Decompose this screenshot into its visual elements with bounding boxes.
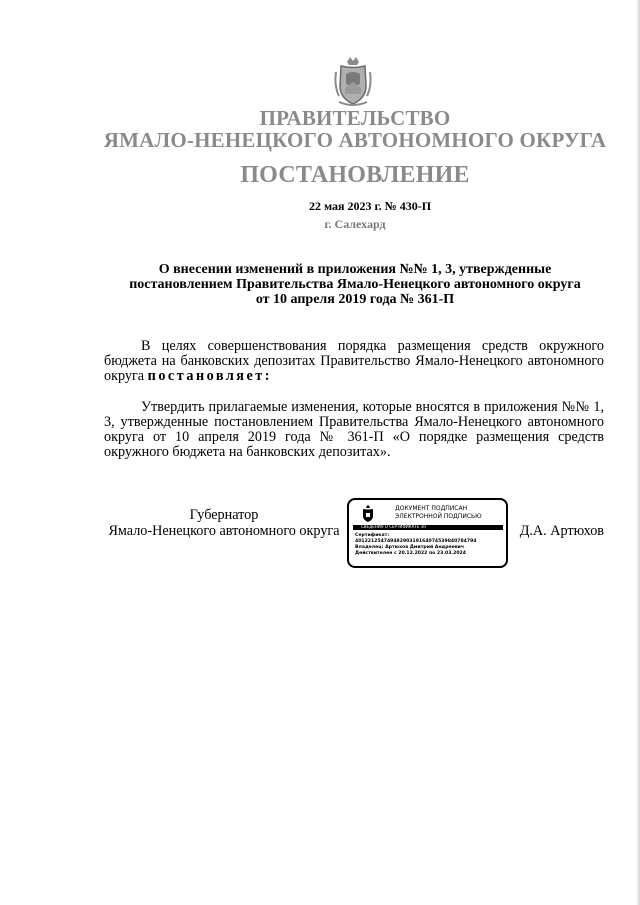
resolution-keyword: постановляет:: [147, 368, 272, 384]
signer-position-line: Губернатор: [189, 507, 259, 523]
document-date-number: 22 мая 2023 г. № 430-П: [308, 199, 432, 213]
stamp-details: [355, 533, 507, 557]
coat-of-arms-icon: [333, 56, 373, 108]
signer-name: Д.А. Артюхов: [519, 523, 604, 539]
document-title: [100, 262, 610, 307]
org-name-line1: ПРАВИТЕЛЬСТВО: [259, 106, 451, 130]
body-paragraph-2: Утвердить прилагаемые изменения, которые вносятся в приложения №№ 1, 3, утвержденные постановлением Правительства Ямало-Ненецкого автономного округа от 10 апреля 2019 года № 361-П «О порядке размещения средств окружного бюджета на банковских депозитах».: [104, 399, 604, 460]
signer-position-line: Ямало-Ненецкого автономного округа: [108, 523, 340, 539]
stamp-heading: ЭЛЕКТРОННОЙ ПОДПИСЬЮ: [395, 513, 482, 520]
stamp-heading: ДОКУМЕНТ ПОДПИСАН: [395, 505, 468, 512]
stamp-info-bar: [353, 525, 503, 530]
title-line: от 10 апреля 2019 года № 361-П: [255, 292, 455, 307]
org-name-line2: ЯМАЛО-НЕНЕЦКОГО АВТОНОМНОГО ОКРУГА: [103, 128, 607, 152]
electronic-signature-stamp: [347, 498, 508, 568]
stamp-bar-text: СВЕДЕНИЯ О СЕРТИФИКАТЕ ЭП: [361, 524, 427, 529]
stamp-owner: Владелец: Артюхов Дмитрий Андреевич: [355, 545, 465, 550]
stamp-cert-label: Сертификат:: [355, 533, 390, 538]
title-line: постановлением Правительства Ямало-Ненецкого автономного округа: [129, 277, 581, 292]
document-type-heading: ПОСТАНОВЛЕНИЕ: [240, 162, 470, 188]
paragraph-text: В целях совершенствования порядка размещения средств окружного бюджета на банковских депозитах Правительство Ямало-Ненецкого автономного округа: [104, 338, 604, 384]
coat-of-arms-icon: [361, 505, 375, 523]
title-line: О внесении изменений в приложения №№ 1, 3, утвержденные: [158, 262, 552, 277]
body-paragraph-1: [104, 339, 604, 384]
signer-position: [104, 507, 344, 539]
stamp-cert-value: 40122125474948290319164074539840784794: [355, 539, 477, 544]
stamp-validity: Действителен с 20.12.2022 по 23.03.2024: [355, 551, 466, 556]
document-place: г. Салехард: [324, 217, 386, 231]
